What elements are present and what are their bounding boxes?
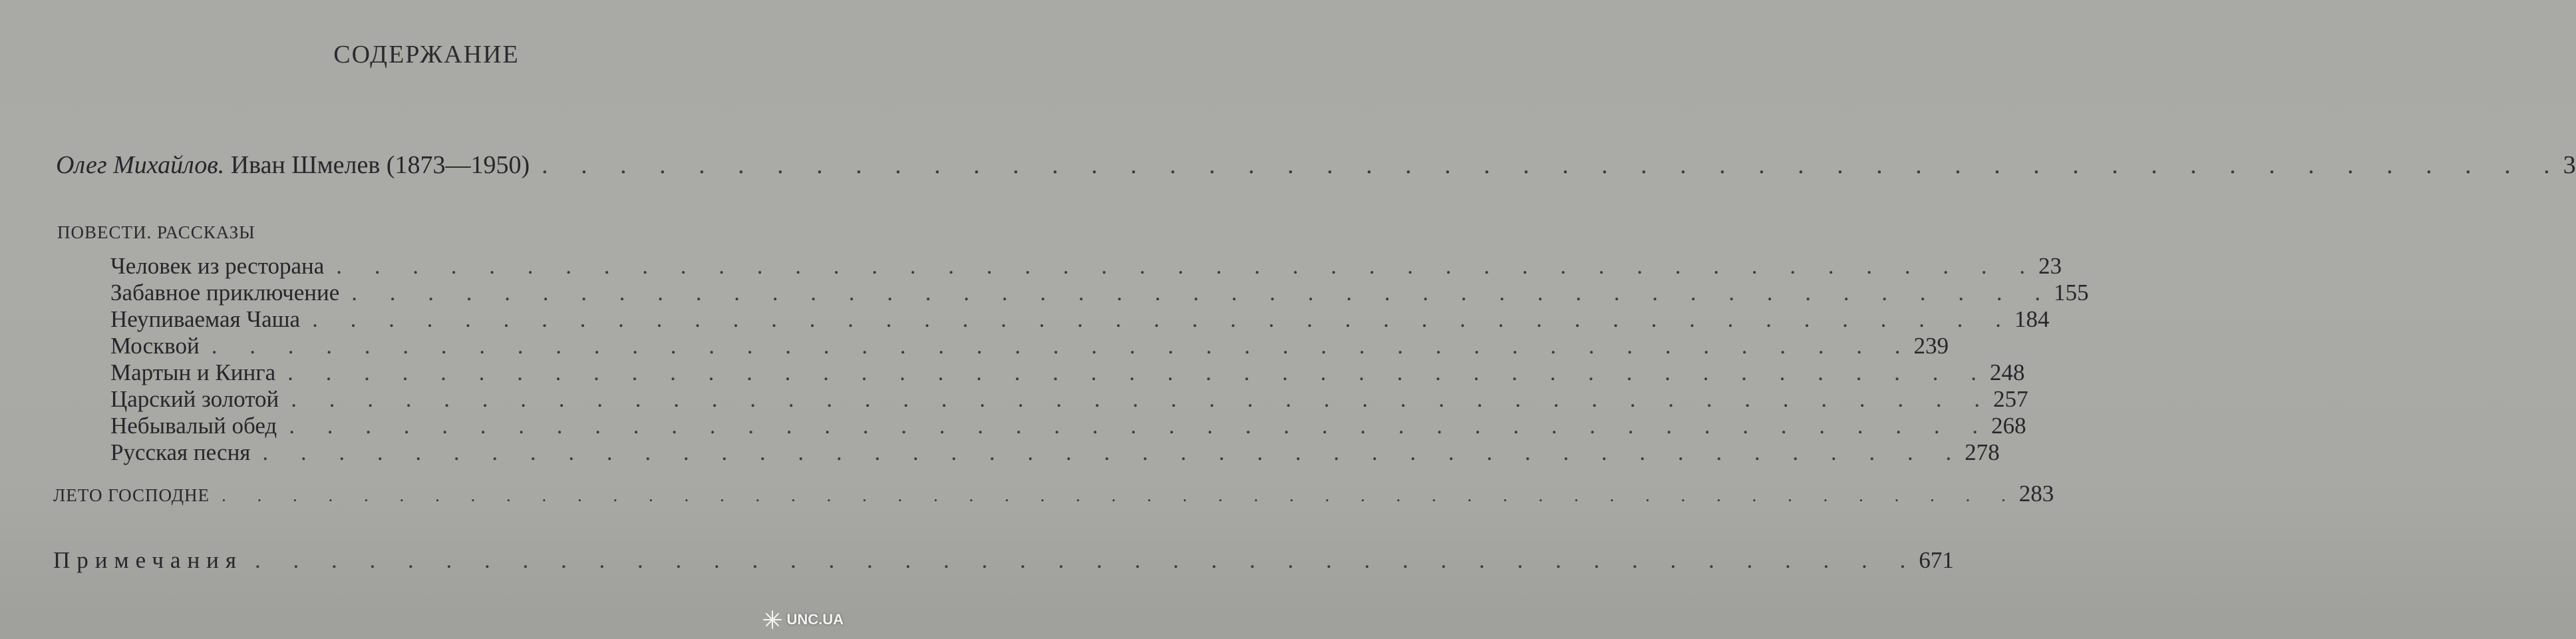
intro-spacer — [224, 150, 231, 180]
story-title: Мартын и Кинга — [110, 359, 276, 385]
intro-page-number: 3 — [2563, 151, 2576, 179]
story-page-number: 239 — [1913, 333, 1949, 359]
dot-leader: . . . . . . . . . . . . . . . . . . . . . . . . . . . . . . . . . . . . . . . . . . . . . — [211, 333, 1914, 359]
list-item — [110, 413, 2026, 439]
story-page-number: 23 — [2038, 253, 2062, 279]
notes-page-number: 671 — [1919, 547, 1954, 573]
notes-title: Примечания — [53, 547, 243, 573]
story-title: Русская песня — [110, 439, 251, 465]
dot-leader: . . . . . . . . . . . . . . . . . . . . . . . . . . . . . . . . . . . . . . . . . . . . . — [262, 439, 1965, 465]
story-title: Человек из ресторана — [110, 253, 325, 279]
watermark — [762, 610, 844, 630]
list-item — [110, 280, 2089, 306]
dot-leader: . . . . . . . . . . . . . . . . . . . . . . . . . . . . . . . . . . . . . . . . . . . . . — [289, 413, 1991, 439]
story-title: Забавное приключение — [110, 280, 340, 306]
list-item — [110, 333, 1949, 359]
dot-leader: . . . . . . . . . . . . . . . . . . . . . . . . . . . . . . . . . . . . . . . . . . . . . — [291, 386, 1994, 412]
intro-title: Иван Шмелев (1873—1950) — [230, 151, 530, 179]
section-heading: ПОВЕСТИ. РАССКАЗЫ — [57, 222, 255, 242]
list-item — [110, 386, 2028, 413]
story-title: Небывалый обед — [110, 413, 277, 439]
story-title: Царский золотой — [110, 386, 279, 412]
story-page-number: 184 — [2014, 306, 2050, 332]
story-page-number: 248 — [1989, 359, 2025, 385]
story-page-number: 278 — [1965, 439, 2000, 465]
list-item — [110, 439, 2000, 466]
toc-entry-notes — [53, 547, 1954, 574]
list-item — [110, 253, 2062, 280]
list-item — [110, 306, 2050, 333]
dot-leader: . . . . . . . . . . . . . . . . . . . . . . . . . . . . . . . . . . . . . . . . . . . . . — [336, 253, 2038, 279]
dot-leader: . . . . . . . . . . . . . . . . . . . . . . . . . . . . . . . . . . . . . . . . . . . . . — [351, 280, 2054, 306]
list-item — [110, 359, 2025, 386]
story-title: Неупиваемая Чаша — [110, 306, 301, 332]
toc-entry-intro — [56, 150, 2576, 180]
snowflake-logo-icon — [762, 610, 782, 630]
dot-leader: . . . . . . . . . . . . . . . . . . . . . . . . . . . . . . . . . . . . . . . . . . . . . — [312, 306, 2014, 332]
dot-leader: . . . . . . . . . . . . . . . . . . . . . . . . . . . . . . . . . . . . . . . . . . . . — [255, 547, 1919, 573]
toc-entry-summer — [53, 481, 2054, 507]
page-title: СОДЕРЖАНИЕ — [333, 41, 520, 69]
dot-leader: . . . . . . . . . . . . . . . . . . . . . . . . . . . . . . . . . . . . . . . . . . . . . . . . . . . . — [542, 151, 2563, 179]
watermark-text: UNC.UA — [786, 611, 844, 628]
story-page-number: 257 — [1993, 386, 2028, 412]
dot-leader: . . . . . . . . . . . . . . . . . . . . . . . . . . . . . . . . . . . . . . . . . . . . . . . . . . . — [222, 485, 2019, 505]
dot-leader: . . . . . . . . . . . . . . . . . . . . . . . . . . . . . . . . . . . . . . . . . . . . . — [287, 359, 1990, 385]
story-title: Москвой — [110, 333, 200, 359]
summer-page-number: 283 — [2018, 481, 2054, 507]
story-page-number: 268 — [1991, 413, 2026, 439]
story-page-number: 155 — [2054, 280, 2089, 306]
intro-author: Олег Михайлов. — [56, 151, 225, 179]
summer-title: ЛЕТО ГОСПОДНЕ — [53, 485, 210, 505]
